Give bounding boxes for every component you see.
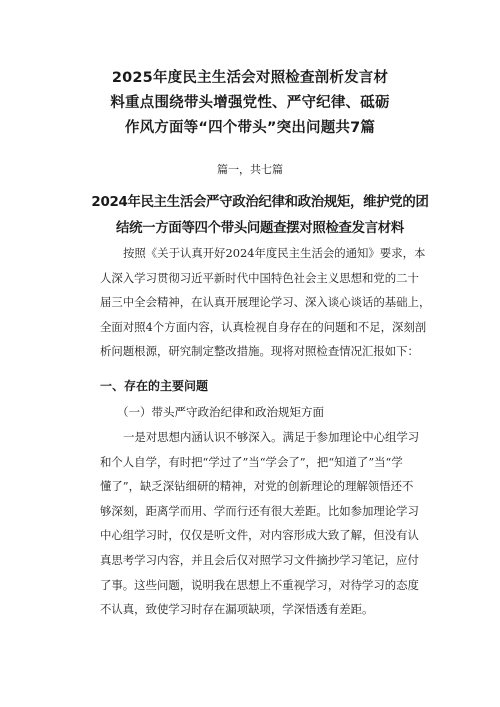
document-title: [60, 66, 440, 141]
title-line: 2025年度民主生活会对照检查剖析发言材: [111, 70, 389, 86]
subtitle-line: 2024年民主生活会严守政治纪律和政治规矩，维护党的团: [91, 195, 429, 210]
subsection-heading: （一）带头严守政治纪律和政治规矩方面: [117, 405, 324, 419]
paragraph-line: 按照《关于认真开好2024年度民主生活会的通知》要求，本: [123, 246, 426, 260]
section-paragraph: [100, 425, 423, 622]
paragraph-line: 和个人自学，有时把“学过了”当“学会了”，把“知道了”当“学: [100, 454, 403, 469]
section-heading: 一、存在的主要问题: [100, 379, 209, 393]
subtitle-line: 结统一方面等四个带头问题查摆对照检查发言材料: [116, 221, 404, 236]
paragraph-line: 够深刻，距离学而用、学而行还有很大差距。比如参加理论学习: [100, 503, 419, 518]
article-subtitle: [90, 190, 430, 242]
paragraph-line: 不认真，致使学习时存在漏项缺项，学深悟透有差距。: [100, 602, 374, 617]
paragraph-line: 一是对思想内涵认识不够深入。满足于参加理论中心组学习: [123, 430, 420, 444]
title-line: 作风方面等“四个带头”突出问题共7篇: [124, 120, 376, 136]
paragraph-line: 真思考学习内容，并且会后仅对照学习文件摘抄学习笔记，应付: [100, 552, 419, 567]
paragraph-line: 人深入学习贯彻习近平新时代中国特色社会主义思想和党的二十: [100, 270, 419, 285]
paragraph-line: 中心组学习时，仅仅是听文件，对内容形成大致了解，但没有认: [100, 528, 419, 543]
title-line: 料重点围绕带头增强党性、严守纪律、砥砺: [110, 95, 390, 111]
part-label: 篇一，共七篇: [217, 163, 283, 176]
intro-paragraph: [100, 241, 431, 364]
paragraph-line: 了事。这些问题，说明我在思想上不重视学习，对待学习的态度: [100, 577, 419, 592]
paragraph-line: 届三中全会精神，在认真开展理论学习、深入谈心谈话的基础上，: [100, 295, 431, 310]
paragraph-line: 全面对照4个方面内容，认真检视自身存在的问题和不足，深刻剖: [100, 319, 427, 334]
paragraph-line: 析问题根源，研究制定整改措施。现将对照检查情况汇报如下：: [100, 344, 419, 359]
paragraph-line: 懂了”，缺乏深钻细研的精神，对党的创新理论的理解领悟还不: [100, 479, 414, 494]
